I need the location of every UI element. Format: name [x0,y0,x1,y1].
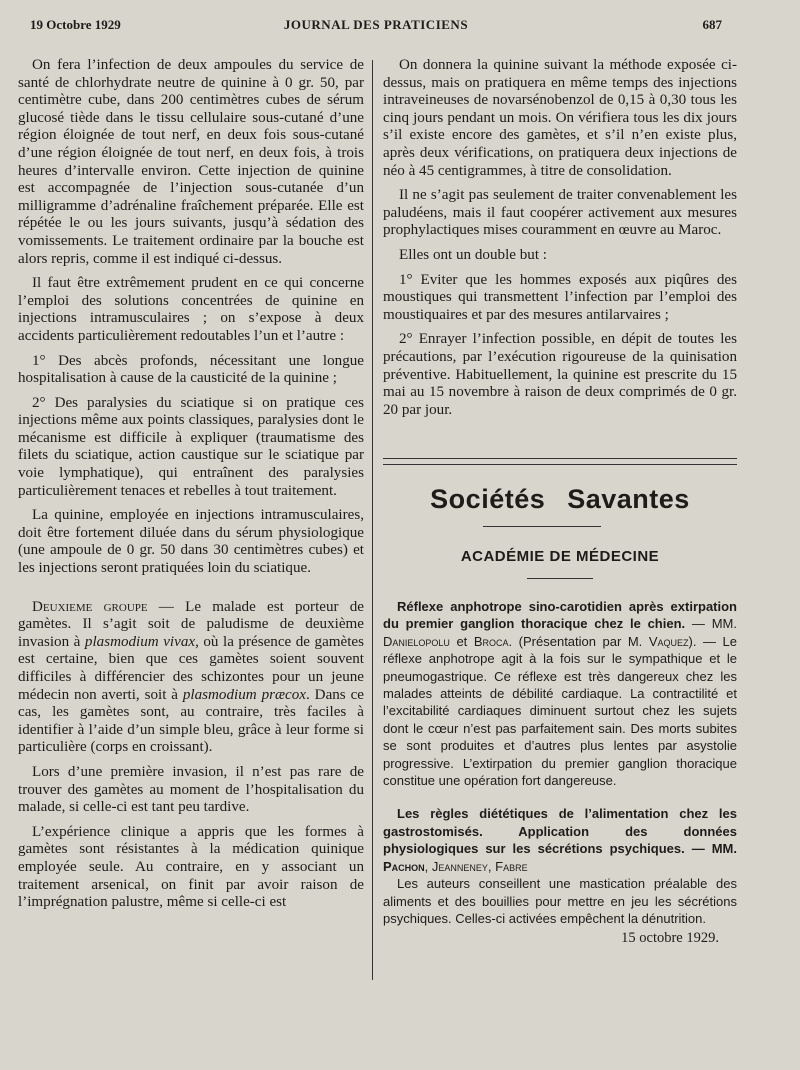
header-date: 19 Octobre 1929 [30,17,121,32]
report-1-body: ). — Le réflexe anphotrope agit à la fois sur le sympathique et le pneumogastrique. Ce réflexe est très dangereux chez les malades atteints de débilité cardiaque. La contractilité et l’excitabilité cardiaques diminuent surtout chez les sujets dont le cœur n’est pas parfaitement sain. Des morts subites se sont produites et d’autres plus lentes par asystolie progressive. L’extirpation du premier ganglion thoracique constitue une opération fort dangereuse. [383,633,737,789]
p6-italic-praecox: plasmodium præcox [182,686,306,703]
report-1-author-1: Danielopolu [383,633,450,649]
report-1-et: et [449,633,474,649]
academie-heading: ACADÉMIE DE MÉDECINE [460,548,660,565]
p6-text-b: , où la présence de gamètes est certaine, bien que ces gamètes soient souvent difficiles à différencier des schizontes pour un jeune médecin non averti, soit à [18,633,364,703]
right-paragraph-3: Elles ont un double but : [399,246,547,263]
report-2-author-1: Pachon [383,858,425,874]
report-dateline: 15 octobre 1929. [621,930,719,947]
report-2-body: Les auteurs conseillent une mastication préalable des aliments et des bouillies pour mettre en jeu les sécrétions psychiques. Celles-ci activées empêchent la dénutrition. [383,876,737,926]
column-divider [372,60,373,980]
section-double-rule [383,458,737,465]
header-journal-title: JOURNAL DES PRATICIENS [283,17,469,32]
report-1-presenter: Vaquez [648,633,689,649]
header-page-number: 687 [702,17,722,32]
left-paragraph-4: 2° Des paralysies du sciatique si on pratique ces injections même aux points classiques, paralysies dont le mécanisme est difficile à expliquer (traumatisme des filets du sciatique, action caustique sur le sciatique par voie lymphatique), qui entraînent des paralysies particulièrement tenaces et rebelles à tout traitement. [18,394,364,499]
heading-underline-rule [483,526,601,527]
report-2-title: Les règles diététiques de l’alimentation chez les gastrostomisés. Application des données physiologiques sur les sécrétions psychiques. [383,806,737,857]
right-column [383,57,737,419]
right-paragraph-5: 2° Enrayer l’infection possible, en dépit de toutes les précautions, par l’exécution rigoureuse de la quinisation préventive. Habituellement, la quinine est prescrite du 15 mai au 15 novembre à raison de deux comprimés de 0 gr. 20 par jour. [383,331,737,418]
right-paragraph-1: On donnera la quinine suivant la méthode exposée ci-dessus, mais on pratiquera en même temps des injections intraveineuses de novarsénobenzol de 0,15 à 0,30 tous les cinq jours pendant un mois. On vérifiera tous les dix jours s’il existe encore des gamètes, et s’il n’en existe plus, après deux vérifications, on pratiquera deux injections de néo à 45 centigrammes, à titre de consolidation. [383,57,737,179]
left-paragraph-6 [18,599,364,757]
page-header [30,17,722,37]
left-paragraph-3: 1° Des abcès profonds, nécessitant une longue hospitalisation à cause de la causticité de la quinine ; [18,352,364,387]
report-2-sep-1: , [424,858,432,874]
left-paragraph-2: Il faut être extrêmement prudent en ce qui concerne l’emploi des solutions concentrées de quinine en injections intramusculaires ; on s’expose à deux accidents particulièrement redoutables l’un et l’autre : [18,275,364,344]
report-2-author-3: Fabre [495,858,528,874]
report-2-heading [383,805,737,875]
right-paragraph-4: 1° Eviter que les hommes exposés aux piqûres des moustiques qui transmettent l’infection par l’emploi des moustiquaires et par des mesures antilarvaires ; [383,271,737,323]
left-paragraph-1: On fera l’infection de deux ampoules du service de santé de chlorhydrate neutre de quinine à 0 gr. 50, par centimètre cube, dans 200 centimètres cubes de sérum glucosé tiède dans le tissu cellulaire sous-cutané d’une région éloignée de tout nerf, en deux fois sous-cutané d’une région éloignée de tout nerf, en deux fois, à trois heures d’intervalle environ. Cette injection de quinine est accompagnée de l’injection sous-cutanée d’un milligramme d’adrénaline fraîchement préparée. Elle est répétée le ou les jours suivants, jusqu’à sédation des vomissements. Le traitement ordinaire par la bouche est alors repris, comme il est indiqué ci-dessus. [18,57,364,267]
report-1-presentation: . (Présentation par M. [508,633,649,649]
p6-text-c: . Dans ce cas, les gamètes sont, au contraire, très faciles à identifier à l’aide d’un simple bleu, grâce à leur forme si particulière (corps en croissant). [18,686,364,756]
report-1-title: Réflexe anphotrope sino-carotidien après extirpation du premier ganglion thoracique chez le chien. [383,599,737,632]
left-paragraph-8: L’expérience clinique a appris que les formes à gamètes sont résistantes à la médication quinique employée seule. Au contraire, en y associant un traitement arsenical, on finit par avoir raison de l’imprégnation palustre, même si celle-ci est [18,823,364,911]
report-2-sep-2: , [487,858,496,874]
left-column [18,57,364,912]
academie-underline-rule [527,578,593,579]
left-paragraph-5: La quinine, employée en injections intramusculaires, doit être fortement diluée dans du sérum physiologique (une ampoule de 0 gr. 50 dans 30 centimètres cubes) et les injections seront pratiquées loin du sciatique. [18,507,364,577]
report-1-dash: — [685,616,712,632]
report-1-mm: MM. [711,616,737,632]
report-1-author-2: Broca [473,633,509,649]
p6-text-a: — Le malade est porteur de gamètes. Il s’agit soit de paludisme de deuxième invasion à [18,598,364,650]
report-2-author-2: Jeanneney [431,858,488,874]
report-1-heading [383,598,737,789]
section-lead-deuxieme-groupe: Deuxieme groupe [32,598,148,615]
societes-savantes-heading: Sociétés Savantes [430,484,690,514]
left-paragraph-7: Lors d’une première invasion, il n’est pas rare de trouver des gamètes au moment de l’hospitalisation du malade, si celle-ci est tant peu tardive. [18,763,364,816]
report-2-dash: — MM. [684,841,737,857]
right-paragraph-2: Il ne s’agit pas seulement de traiter convenablement les paludéens, mais il faut coopérer activement aux mesures prophylactiques mises couramment en œuvre au Maroc. [383,187,737,239]
academie-reports [383,598,737,947]
p6-italic-vivax: plasmodium vivax [84,633,196,650]
